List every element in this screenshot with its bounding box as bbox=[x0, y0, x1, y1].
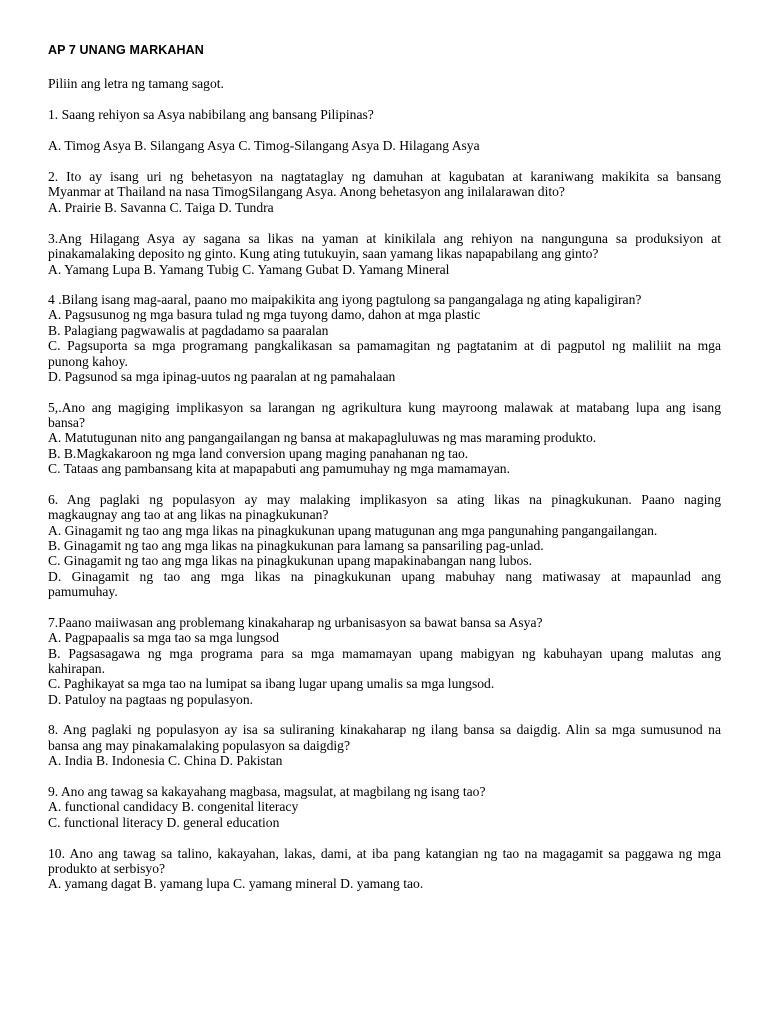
choice-5c: C. Tataas ang pambansang kita at mapapabuti ang pamumuhay ng mga mamamayan. bbox=[48, 461, 510, 476]
choices-9-row-2: C. functional literacy D. general education bbox=[48, 815, 280, 830]
question-7: 7.Paano maiiwasan ang problemang kinakaharap ng urbanisasyon sa bawat bansa sa Asya? bbox=[48, 615, 543, 630]
choice-7a: A. Pagpapaalis sa mga tao sa mga lungsod bbox=[48, 630, 280, 645]
choice-6c: C. Ginagamit ng tao ang mga likas na pinagkukunan upang mapakinabangan nang lubos. bbox=[48, 553, 532, 568]
choice-5b: B. B.Magkakaroon ng mga land conversion upang maging panahanan ng tao. bbox=[48, 446, 469, 461]
instructions-text: Piliin ang letra ng tamang sagot. bbox=[48, 76, 224, 91]
question-9: 9. Ano ang tawag sa kakayahang magbasa, magsulat, at magbilang ng isang tao? bbox=[48, 784, 486, 799]
choice-6b: B. Ginagamit ng tao ang mga likas na pinagkukunan para lamang sa pansariling pag-unlad. bbox=[48, 538, 544, 553]
answer-choices-1: A. Timog Asya B. Silangang Asya C. Timog-Silangang Asya D. Hilagang Asya bbox=[48, 138, 480, 153]
question-6-line-1: 6. Ang paglaki ng populasyon ay may malaking implikasyon sa ating likas na pinagkukunan. Paano naging bbox=[48, 492, 721, 507]
choice-5a: A. Matutugunan nito ang pangangailangan ng bansa at makapagluluwas ng mas maraming produkto. bbox=[48, 430, 597, 445]
choice-4d: D. Pagsunod sa mga ipinag-uutos ng paaralan at ng pamahalaan bbox=[48, 369, 396, 384]
question-2-line-2: Myanmar at Thailand na nasa TimogSilangang Asya. Anong behetasyon ang inilalarawan dito? bbox=[48, 184, 565, 199]
choice-4a: A. Pagsusunog ng mga basura tulad ng mga tuyong damo, dahon at mga plastic bbox=[48, 307, 481, 322]
choice-4b: B. Palagiang pagwawalis at pagdadamo sa paaralan bbox=[48, 323, 329, 338]
question-4: 4 .Bilang isang mag-aaral, paano mo maipakikita ang iyong pagtulong sa pangangalaga ng ating kapaligiran? bbox=[48, 292, 642, 307]
choice-6a: A. Ginagamit ng tao ang mga likas na pinagkukunan upang matugunan ang mga pangunahing pangangailangan. bbox=[48, 523, 658, 538]
choices-9-row-1: A. functional candidacy B. congenital literacy bbox=[48, 799, 299, 814]
question-8-line-1: 8. Ang paglaki ng populasyon ay isa sa suliraning kinakaharap ng ilang bansa sa daigdig. Alin sa mga sumusunod na bbox=[48, 722, 721, 737]
question-10-line-1: 10. Ano ang tawag sa talino, kakayahan, lakas, dami, at iba pang katangian ng tao na magagamit sa paggawa ng mga bbox=[48, 846, 721, 861]
question-10-line-2: produkto at serbisyo? bbox=[48, 861, 166, 876]
choice-6d-line-1: D. Ginagamit ng tao ang mga likas na pinagkukunan upang mabuhay nang matiwasay at mapaunlad ang bbox=[48, 569, 721, 584]
choice-4c-line-2: punong kahoy. bbox=[48, 354, 128, 369]
choice-7c: C. Paghikayat sa mga tao na lumipat sa ibang lugar upang umalis sa mga lungsod. bbox=[48, 676, 495, 691]
choice-4c-line-1: C. Pagsuporta sa mga programang pangkalikasan sa pamamagitan ng pagtatanim at di pagputol ng maliliit na mga bbox=[48, 338, 721, 353]
question-5-line-1: 5,.Ano ang magiging implikasyon sa larangan ng agrikultura kung mayroong malawak at matabang lupa ang isang bbox=[48, 400, 721, 415]
choice-7b-line-1: B. Pagsasagawa ng mga programa para sa mga mamamayan upang mabigyan ng kabuhayan upang malutas ang bbox=[48, 646, 721, 661]
question-1: 1. Saang rehiyon sa Asya nabibilang ang bansang Pilipinas? bbox=[48, 107, 374, 122]
choice-7d: D. Patuloy na pagtaas ng populasyon. bbox=[48, 692, 254, 707]
answer-choices-3: A. Yamang Lupa B. Yamang Tubig C. Yamang Gubat D. Yamang Mineral bbox=[48, 262, 450, 277]
choice-7b-line-2: kahirapan. bbox=[48, 661, 105, 676]
question-3-line-2: pinakamalaking deposito ng ginto. Kung ating tutukuyin, saan yamang likas napapabilang ang ginto? bbox=[48, 246, 599, 261]
page-title: AP 7 UNANG MARKAHAN bbox=[48, 43, 204, 57]
question-6-line-2: magkaugnay ang tao at ang likas na pinagkukunan? bbox=[48, 507, 329, 522]
question-2-line-1: 2. Ito ay isang uri ng behetasyon na nagtataglay ng damuhan at kagubatan at karaniwang makikita sa bansang bbox=[48, 169, 721, 184]
question-8-line-2: bansa ang may pinakamalaking populasyon sa daigdig? bbox=[48, 738, 351, 753]
question-5-line-2: bansa? bbox=[48, 415, 85, 430]
answer-choices-8: A. India B. Indonesia C. China D. Pakistan bbox=[48, 753, 283, 768]
choice-6d-line-2: pamumuhay. bbox=[48, 584, 118, 599]
answer-choices-2: A. Prairie B. Savanna C. Taiga D. Tundra bbox=[48, 200, 274, 215]
question-3-line-1: 3.Ang Hilagang Asya ay sagana sa likas na yaman at kinikilala ang rehiyon na nangunguna sa produksiyon at bbox=[48, 231, 721, 246]
answer-choices-10: A. yamang dagat B. yamang lupa C. yamang mineral D. yamang tao. bbox=[48, 876, 424, 891]
